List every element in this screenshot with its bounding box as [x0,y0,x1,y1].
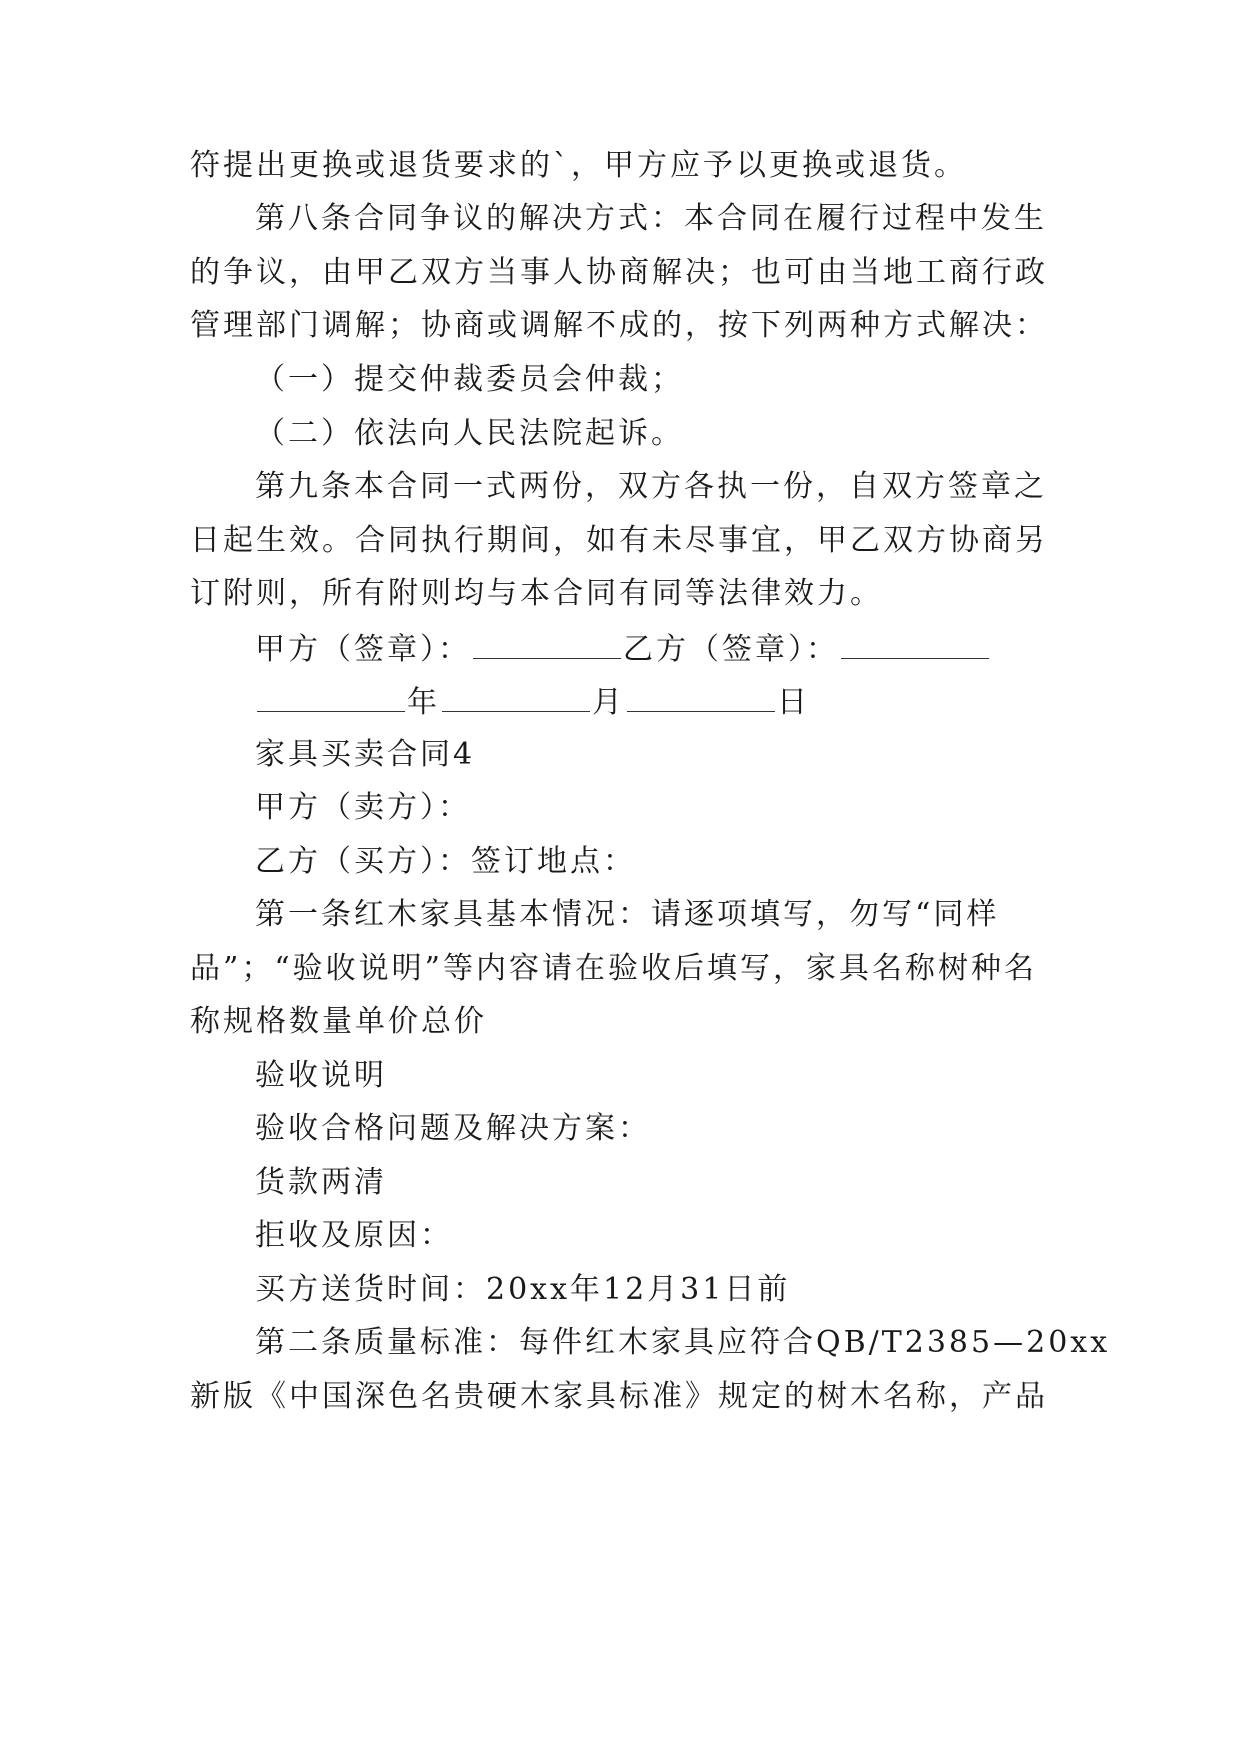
paragraph-line: 买方送货时间：20xx年12月31日前 [255,1272,791,1307]
paragraph-line: 符提出更换或退货要求的`，甲方应予以更换或退货。 [190,148,967,183]
paragraph-line: 乙方（买方）：签订地点： [255,844,636,879]
paragraph-line: 第二条质量标准：每件红木家具应符合QB/T2385—20xx [255,1325,1111,1360]
paragraph-line: 订附则，所有附则均与本合同有同等法律效力。 [190,576,883,611]
year-label: 年 [407,685,440,720]
paragraph-line: （二）依法向人民法院起诉。 [255,416,684,451]
paragraph-line: 称规格数量单价总价 [190,1004,487,1039]
paragraph-line: 验收说明 [255,1058,387,1093]
paragraph-line: 新版《中国深色名贵硬木家具标准》规定的树木名称，产品 [190,1379,1048,1414]
paragraph-line: 管理部门调解；协商或调解不成的，按下列两种方式解决： [190,308,1048,343]
paragraph-line: 甲方（卖方）： [255,790,471,825]
signature-blank [841,628,989,659]
paragraph-line: 第八条合同争议的解决方式：本合同在履行过程中发生 [255,201,1047,236]
paragraph-line: 的争议，由甲乙双方当事人协商解决；也可由当地工商行政 [190,255,1048,290]
day-label: 日 [777,685,810,720]
month-label: 月 [592,685,625,720]
paragraph-line: 验收合格问题及解决方案： [255,1111,651,1146]
party-b-signature-label: 乙方（签章）： [623,632,839,667]
paragraph-line: 第一条红木家具基本情况：请逐项填写，勿写“同样 [255,897,1000,932]
date-blank [442,681,590,712]
signature-blank [473,628,621,659]
paragraph-line: 货款两清 [255,1165,387,1200]
paragraph-line: 品”；“验收说明”等内容请在验收后填写，家具名称树种名 [190,951,1038,986]
section-title: 家具买卖合同4 [255,737,476,772]
paragraph-line: 第九条本合同一式两份，双方各执一份，自双方签章之 [255,469,1047,504]
party-a-signature-label: 甲方（签章）： [255,632,471,667]
date-blank [627,681,775,712]
paragraph-line: 拒收及原因： [255,1218,453,1253]
signature-line [0,628,1241,668]
date-line [0,681,1241,721]
paragraph-line: 日起生效。合同执行期间，如有未尽事宜，甲乙双方协商另 [190,523,1048,558]
paragraph-line: （一）提交仲裁委员会仲裁； [255,362,684,397]
date-blank [257,681,405,712]
